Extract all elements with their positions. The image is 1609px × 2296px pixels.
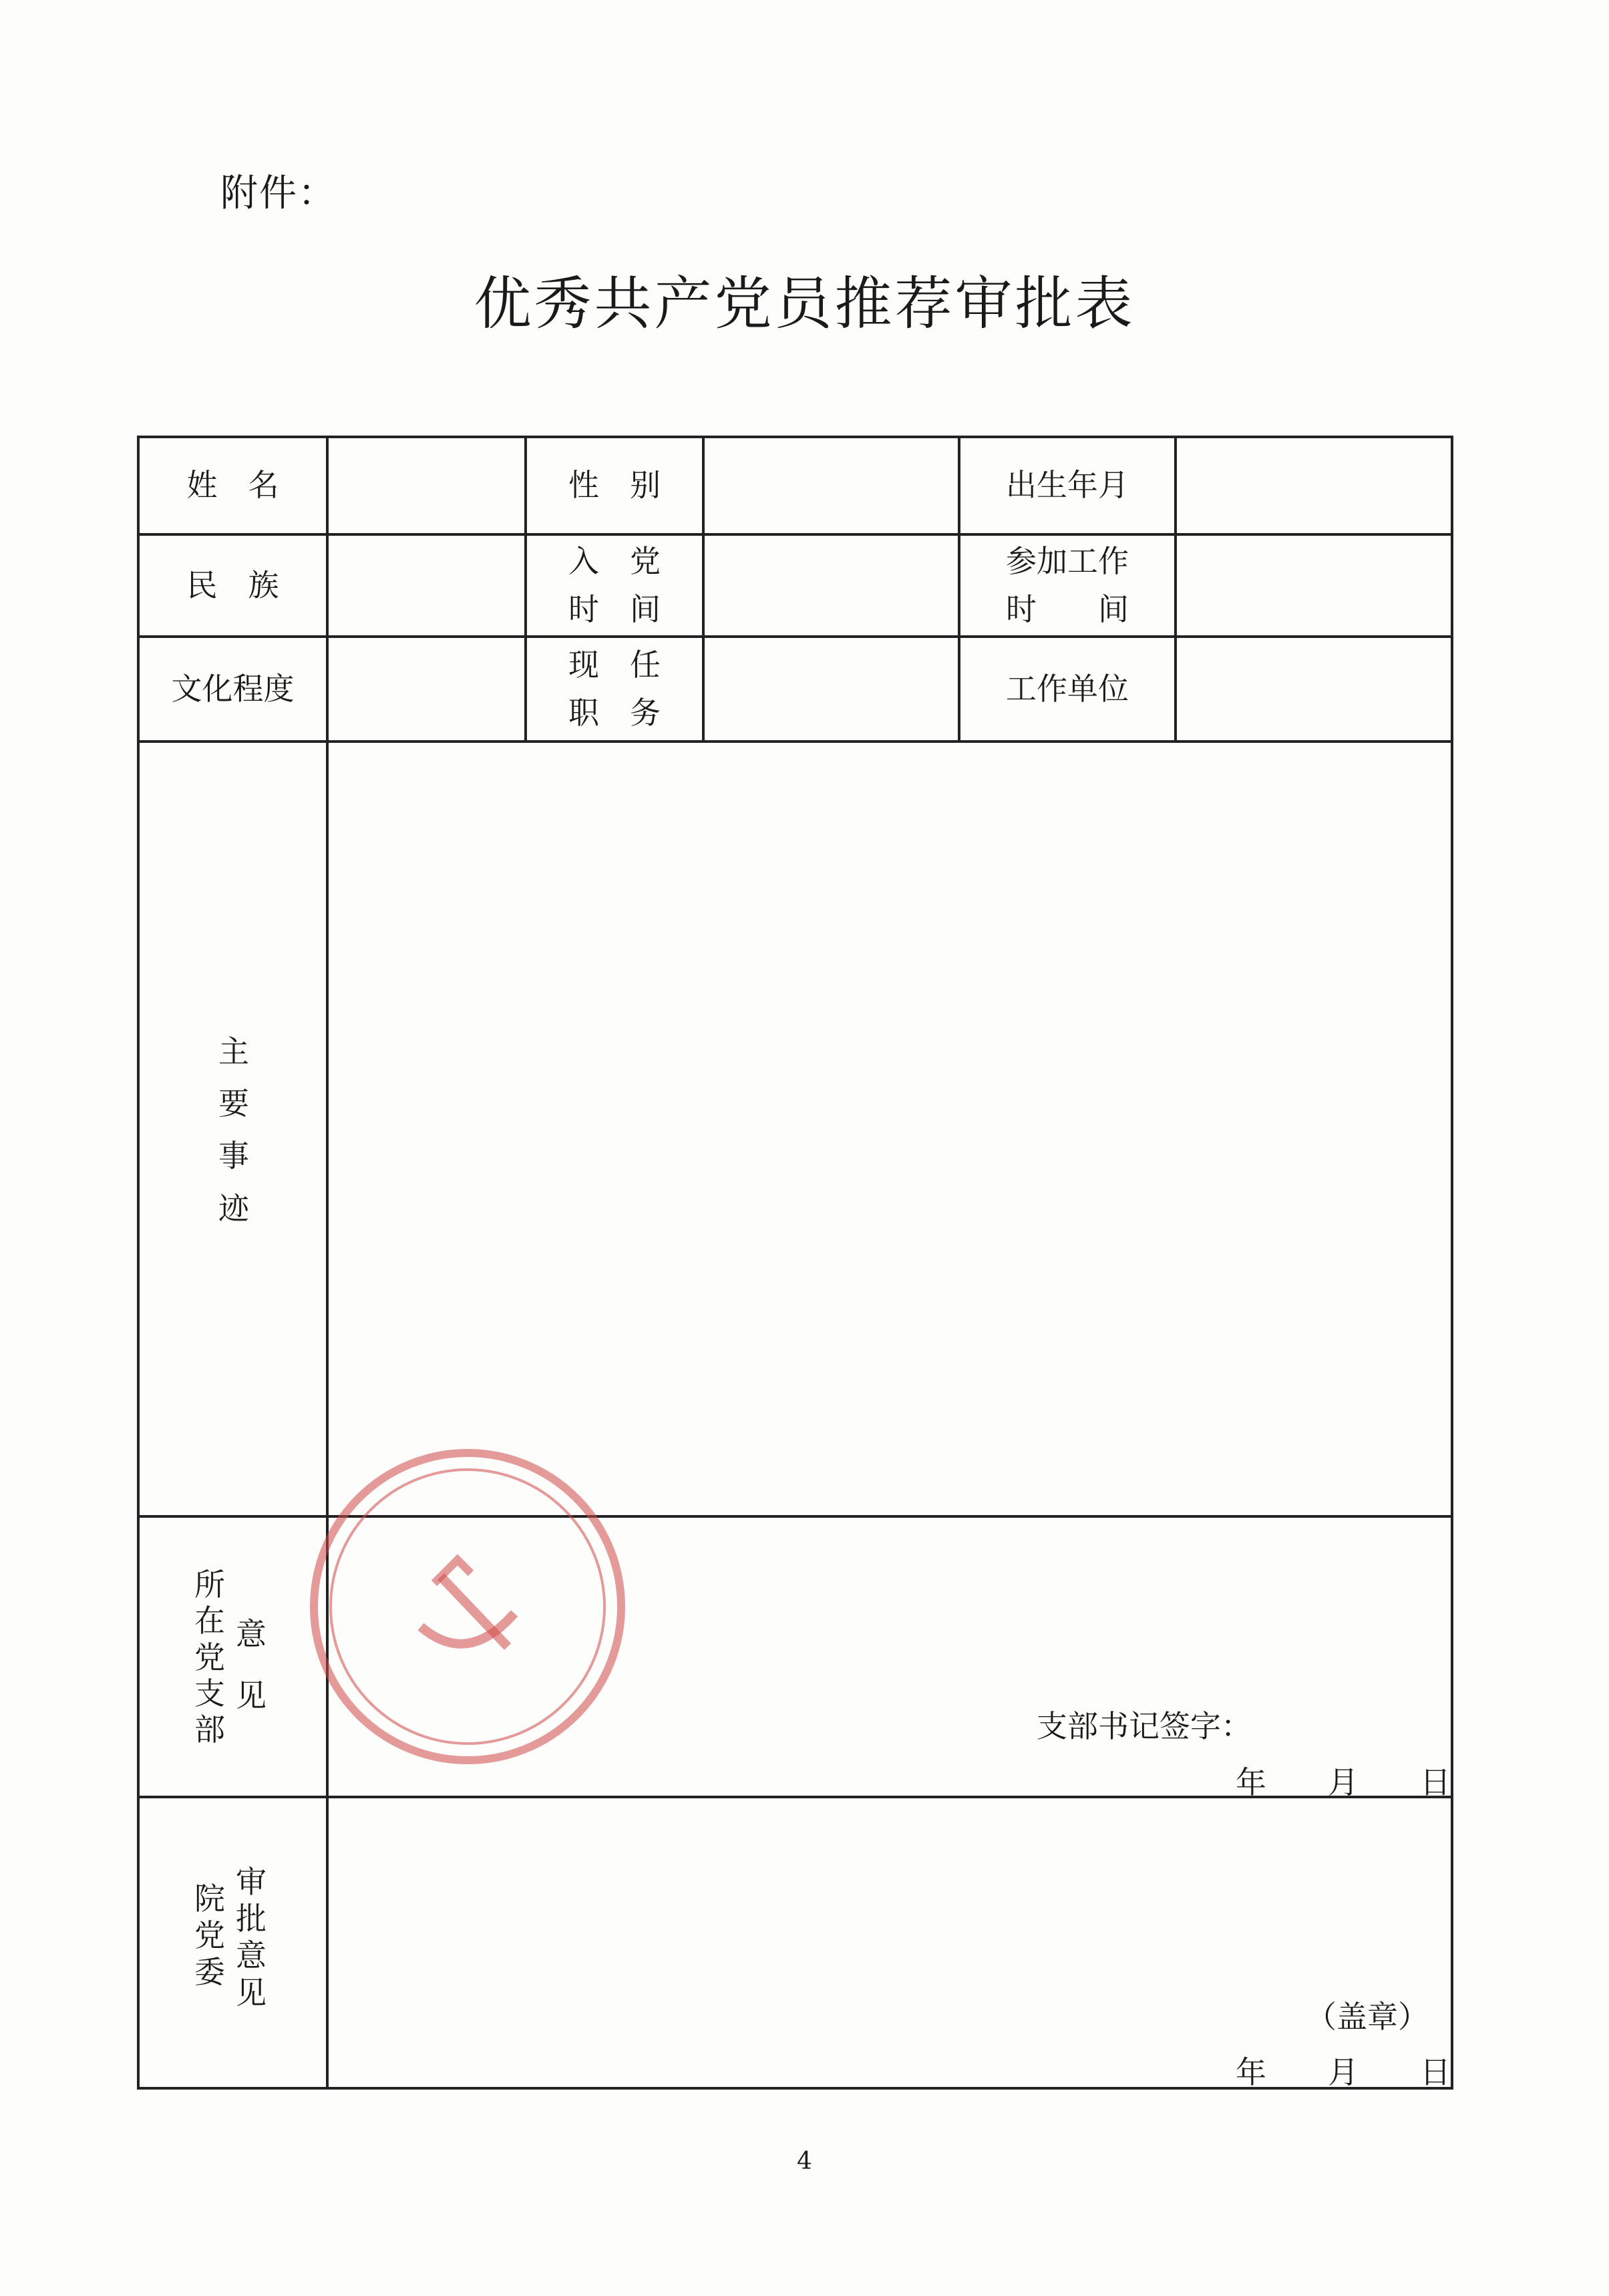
branch-label-col2: [231, 1603, 271, 1726]
work-start-label-line2: 时 间: [1006, 591, 1129, 627]
branch-label-char: 见: [236, 1677, 266, 1713]
committee-seal-label: （盖章）: [1306, 1999, 1429, 2035]
committee-label-char: 批: [236, 1901, 266, 1937]
workplace-field[interactable]: [1176, 637, 1452, 742]
deeds-label-char: 事: [218, 1138, 249, 1174]
gender-label: 性 别: [568, 467, 661, 504]
work-start-label-line1: 参加工作: [1006, 543, 1129, 580]
birth-field[interactable]: [1176, 437, 1452, 534]
deeds-label: [214, 1025, 254, 1235]
deeds-field[interactable]: [327, 742, 1452, 1516]
position-label-line2: 职 务: [568, 694, 661, 731]
committee-approval-field[interactable]: [327, 1797, 1452, 2088]
name-field[interactable]: [327, 437, 526, 534]
join-party-field[interactable]: [703, 534, 959, 637]
branch-date: 年 月 日: [1236, 1764, 1451, 1800]
deeds-label-char: 主: [218, 1033, 249, 1070]
committee-label-char: 院: [194, 1880, 225, 1917]
work-start-field[interactable]: [1176, 534, 1452, 637]
education-label: 文化程度: [171, 670, 295, 707]
branch-opinion-field[interactable]: [327, 1516, 1452, 1797]
join-party-label: [526, 534, 703, 637]
committee-label-char: 党: [194, 1917, 225, 1954]
branch-label-char: 部: [194, 1711, 225, 1748]
name-label: 姓 名: [186, 467, 279, 504]
branch-label-char: 支: [194, 1675, 225, 1711]
join-party-label-line2: 时 间: [568, 591, 661, 627]
position-field[interactable]: [703, 637, 959, 742]
page-number: 4: [797, 2148, 812, 2175]
position-label-line1: 现 任: [568, 647, 661, 683]
position-label: [526, 637, 703, 742]
branch-signature-label: 支部书记签字：: [1037, 1708, 1252, 1744]
committee-label-char: 审: [236, 1864, 266, 1900]
work-start-label: [959, 534, 1176, 637]
attachment-label: 附件：: [220, 172, 337, 215]
branch-label-char: 意: [236, 1616, 266, 1652]
committee-label-char: 见: [236, 1974, 266, 2011]
form-title: 优秀共产党员推荐审批表: [474, 271, 1135, 337]
branch-label-char: 在: [194, 1603, 225, 1639]
workplace-label: 工作单位: [1006, 670, 1129, 707]
join-party-label-line1: 入 党: [568, 543, 661, 580]
birth-label: 出生年月: [1006, 467, 1129, 504]
committee-label-char: 意: [236, 1937, 266, 1974]
gender-field[interactable]: [703, 437, 959, 534]
ethnicity-label: 民 族: [186, 566, 279, 603]
ethnicity-field[interactable]: [327, 534, 526, 637]
education-field[interactable]: [327, 637, 526, 742]
deeds-label-char: 要: [218, 1086, 249, 1122]
branch-label-char: 党: [194, 1639, 225, 1675]
branch-label-col1: [190, 1567, 230, 1748]
committee-label-col1: [190, 1880, 230, 1991]
deeds-label-char: 迹: [218, 1190, 249, 1226]
committee-label-char: 委: [194, 1954, 225, 1991]
committee-label-col2: [231, 1864, 271, 2011]
committee-date: 年 月 日: [1236, 2054, 1451, 2090]
branch-label-char: 所: [194, 1567, 225, 1603]
